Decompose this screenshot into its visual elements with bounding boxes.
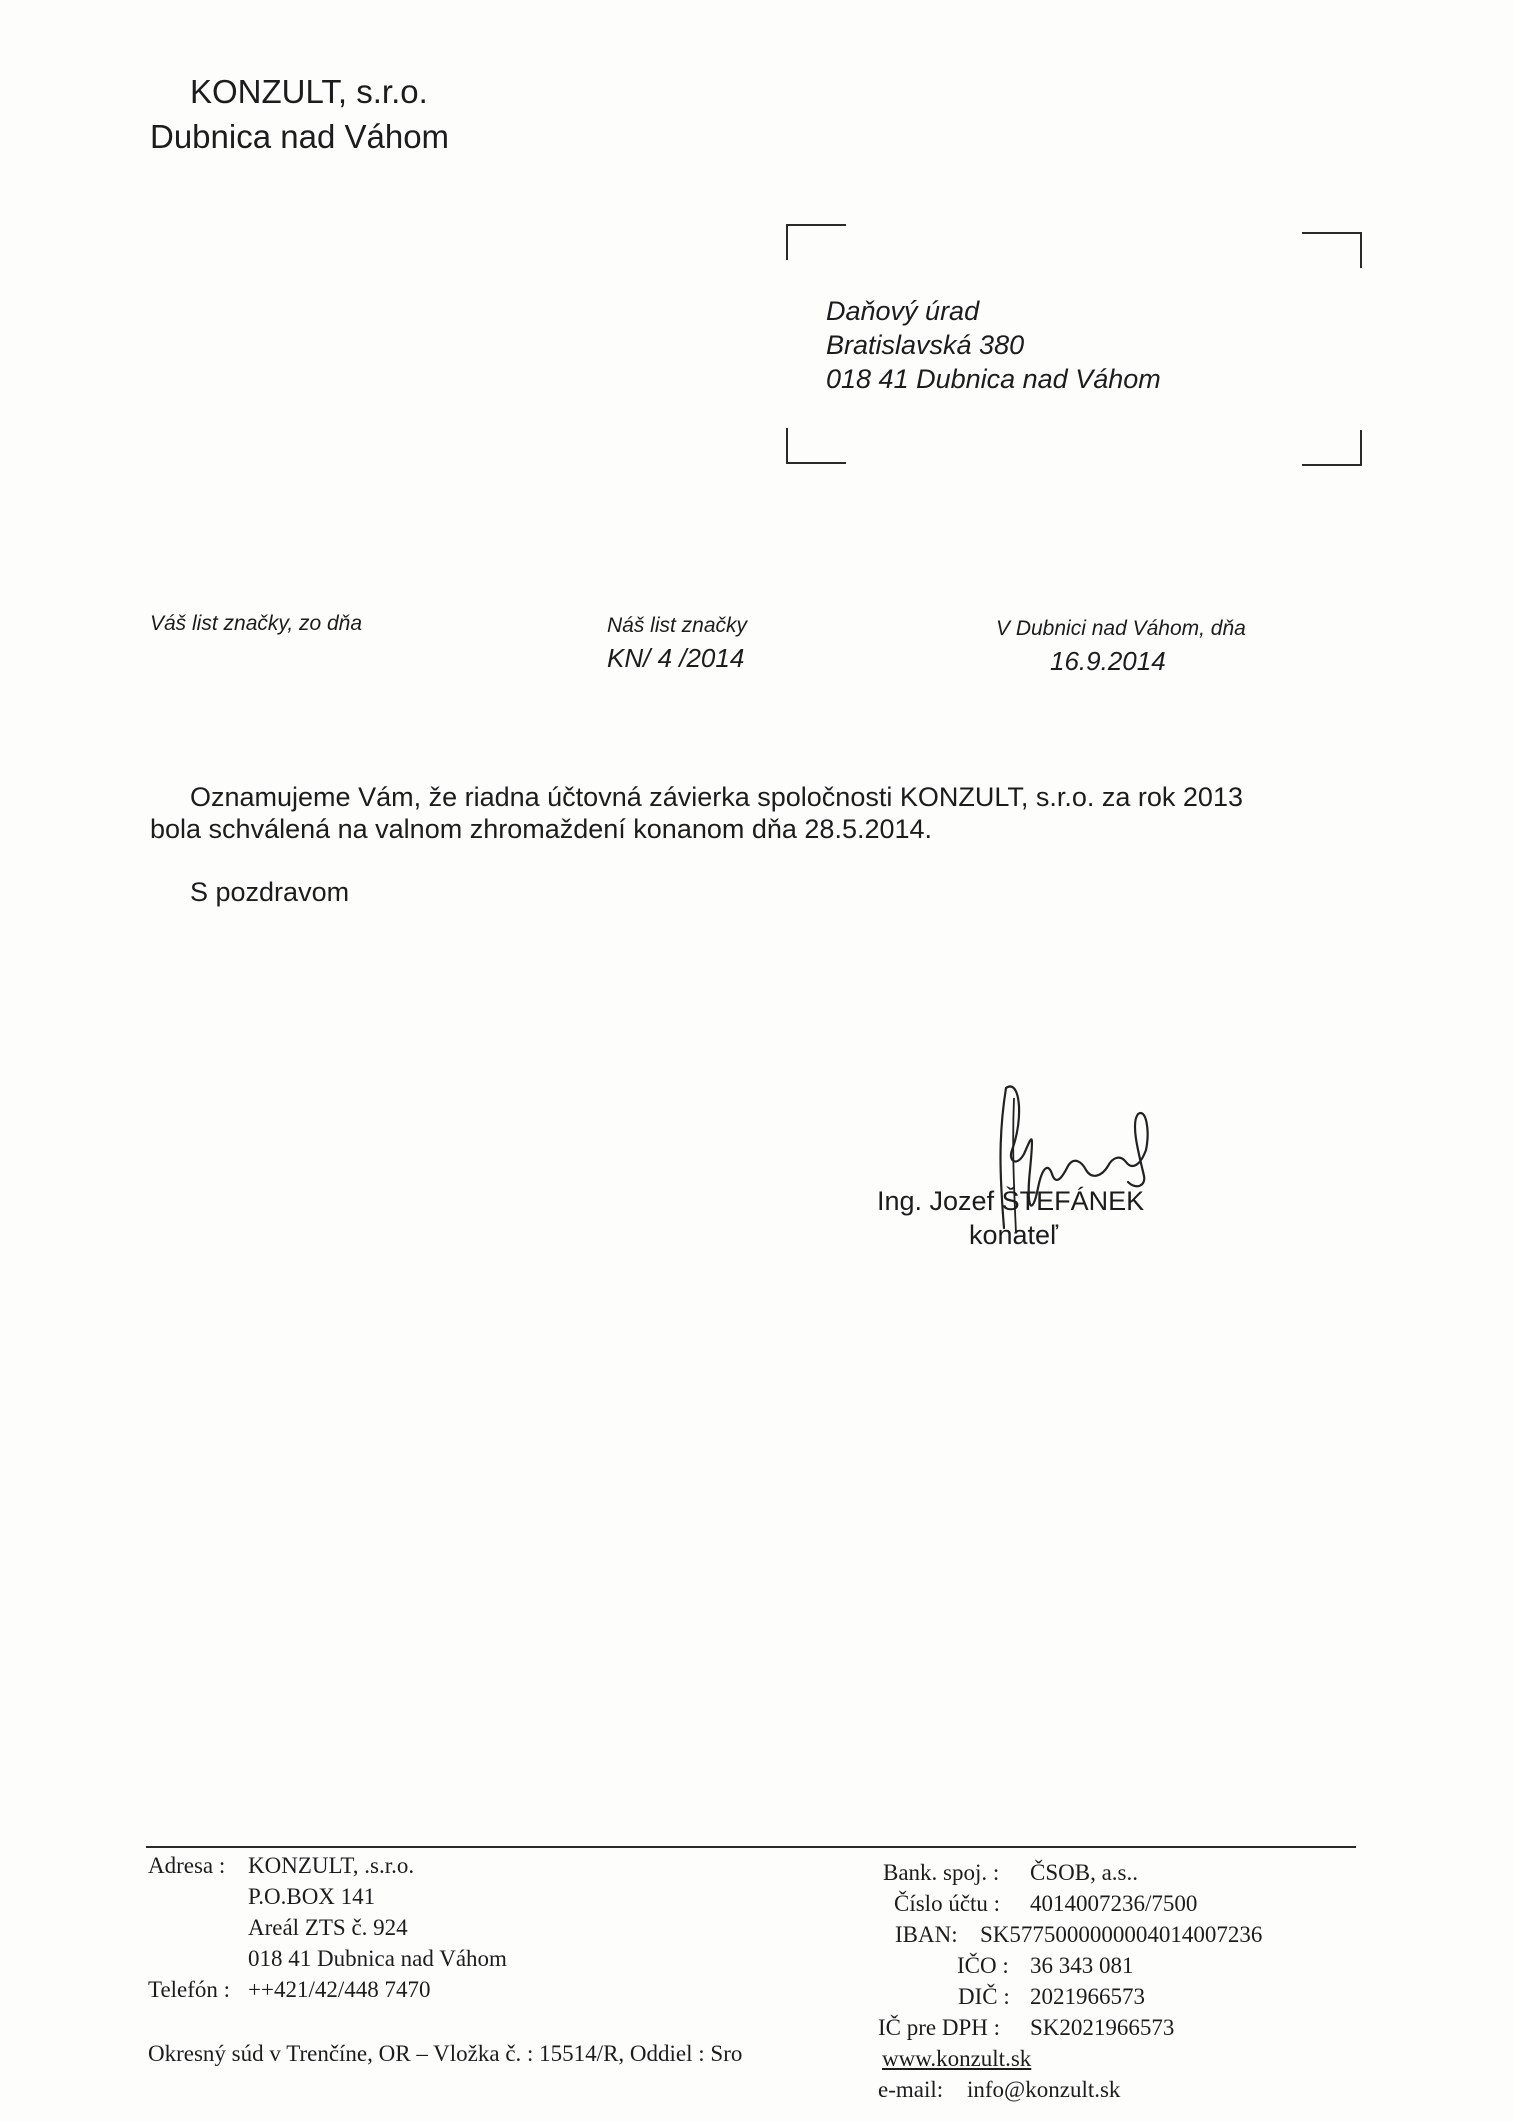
footer-website-link[interactable]: www.konzult.sk	[882, 2046, 1032, 2071]
footer-address-line-3: Areál ZTS č. 924	[248, 1915, 408, 1940]
recipient-street: Bratislavská 380	[826, 330, 1025, 360]
footer-iban-label: IBAN:	[895, 1922, 958, 1947]
company-name: KONZULT, s.r.o.	[190, 73, 428, 110]
footer-account-value: 4014007236/7500	[1030, 1891, 1198, 1916]
footer-account-label: Číslo účtu :	[894, 1891, 1001, 1916]
body-paragraph-line-1: Oznamujeme Vám, že riadna účtovná závierka spoločnosti KONZULT, s.r.o. za rok 2013	[190, 782, 1243, 812]
footer-iban-value: SK5775000000004014007236	[980, 1922, 1263, 1947]
footer-address-line-4: 018 41 Dubnica nad Váhom	[248, 1946, 507, 1971]
footer-dic-label: DIČ :	[958, 1984, 1010, 2009]
footer-bank-label: Bank. spoj. :	[883, 1860, 1000, 1885]
footer-ico-label: IČO :	[957, 1953, 1009, 1978]
our-ref-value: KN/ 4 /2014	[607, 643, 745, 673]
footer-phone-value[interactable]: ++421/42/448 7470	[248, 1977, 431, 2002]
company-city: Dubnica nad Váhom	[150, 118, 450, 155]
footer-bank-value: ČSOB, a.s..	[1030, 1860, 1138, 1885]
footer-address-line-1: KONZULT, .s.r.o.	[248, 1853, 415, 1878]
footer-email-label: e-mail:	[878, 2077, 944, 2102]
footer-address-line-2: P.O.BOX 141	[248, 1884, 376, 1909]
footer-address-label: Adresa :	[148, 1853, 226, 1878]
address-corner-bottom-right	[1302, 430, 1362, 466]
footer-icdph-label: IČ pre DPH :	[878, 2015, 1001, 2040]
your-ref-label: Váš list značky, zo dňa	[150, 612, 363, 635]
greeting: S pozdravom	[190, 877, 350, 907]
footer-court-registration: Okresný súd v Trenčíne, OR – Vložka č. : 15514/R, Oddiel : Sro	[148, 2041, 743, 2066]
footer-phone-label: Telefón :	[148, 1977, 231, 2002]
footer-email-link[interactable]: info@konzult.sk	[967, 2077, 1121, 2102]
footer-dic-value: 2021966573	[1030, 1984, 1145, 2009]
recipient-city: 018 41 Dubnica nad Váhom	[826, 364, 1161, 394]
signatory-name: Ing. Jozef ŠTEFÁNEK	[877, 1186, 1145, 1216]
address-corner-bottom-left	[786, 428, 846, 464]
footer-icdph-value: SK2021966573	[1030, 2015, 1175, 2040]
date-value: 16.9.2014	[1050, 646, 1166, 676]
place-date-label: V Dubnici nad Váhom, dňa	[996, 617, 1246, 640]
footer-ico-value: 36 343 081	[1030, 1953, 1134, 1978]
address-corner-top-left	[786, 224, 846, 260]
our-ref-label: Náš list značky	[607, 614, 748, 637]
signatory-role: konateľ	[969, 1220, 1058, 1250]
footer-divider	[146, 1846, 1356, 1848]
body-paragraph-line-2: bola schválená na valnom zhromaždení konanom dňa 28.5.2014.	[150, 814, 933, 844]
address-corner-top-right	[1302, 232, 1362, 268]
recipient-name: Daňový úrad	[826, 296, 980, 326]
